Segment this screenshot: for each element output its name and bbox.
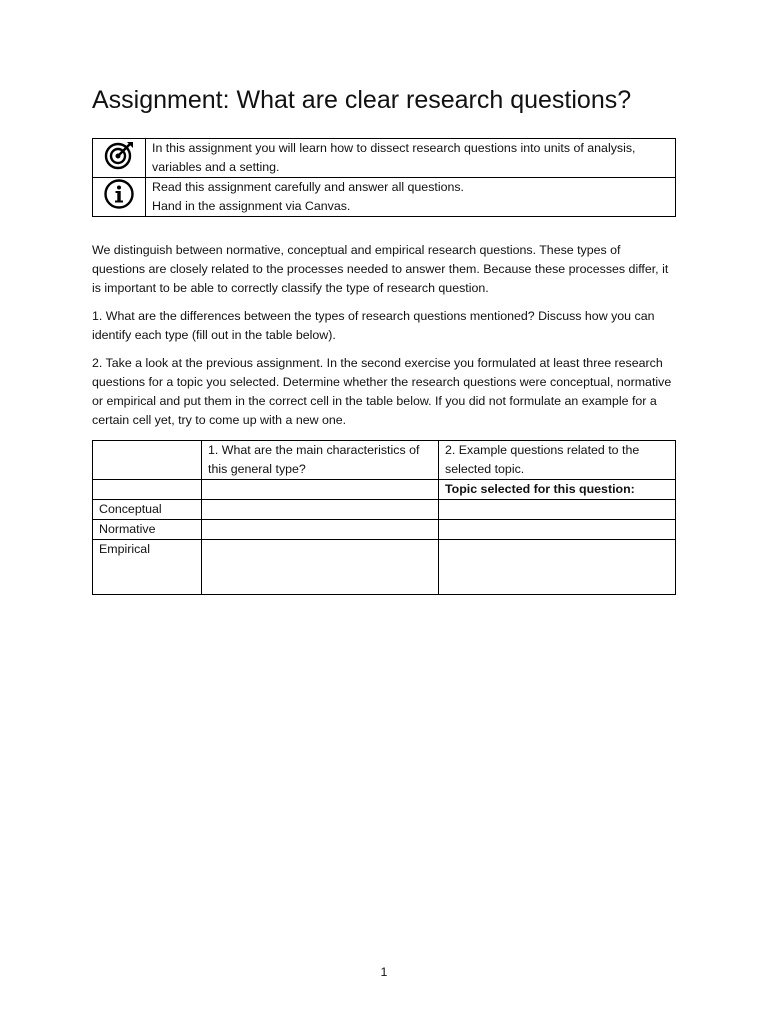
- table-row: [93, 500, 676, 520]
- page-number: 1: [380, 965, 388, 979]
- table-header-empty: [93, 441, 202, 480]
- info-row-instructions: [93, 178, 676, 217]
- table-topic-row: [93, 480, 676, 500]
- intro-paragraph: We distinguish between normative, conceptual and empirical research questions. These types of questions are closely related to the processes needed to answer them. Because these processes differ, it is important to be able to correctly classify the type of research question.: [92, 243, 669, 295]
- question-2: 2. Take a look at the previous assignment. In the second exercise you formulated at least three research questions for a topic you selected. Determine whether the research questions were conceptual, normative or empirical and put them in the correct cell in the table below. If you did not formulate an example for a certain cell yet, try to come up with a new one.: [92, 356, 672, 427]
- row-label-conceptual: Conceptual: [93, 500, 202, 520]
- table-header-row: [93, 441, 676, 480]
- instructions-line-1: Read this assignment carefully and answer all questions.: [152, 180, 464, 194]
- table-row: [93, 520, 676, 540]
- table-header-examples: 2. Example questions related to the selected topic.: [439, 441, 676, 480]
- instructions-text: [146, 178, 676, 217]
- table-cell[interactable]: [202, 480, 439, 500]
- answer-table: [92, 440, 676, 595]
- table-row: [93, 540, 676, 595]
- question-1: 1. What are the differences between the types of research questions mentioned? Discuss how you can identify each type (fill out in the table below).: [92, 309, 655, 342]
- table-cell[interactable]: [93, 480, 202, 500]
- answer-cell-empirical-examples[interactable]: [439, 540, 676, 595]
- instructions-line-2: Hand in the assignment via Canvas.: [152, 199, 351, 213]
- goal-text: In this assignment you will learn how to dissect research questions into units of analysis, variables and a setting.: [146, 139, 676, 178]
- answer-cell-empirical-characteristics[interactable]: [202, 540, 439, 595]
- row-label-empirical: Empirical: [93, 540, 202, 595]
- row-label-normative: Normative: [93, 520, 202, 540]
- info-icon: [103, 178, 135, 210]
- answer-cell-conceptual-characteristics[interactable]: [202, 500, 439, 520]
- page-title: Assignment: What are clear research questions?: [92, 86, 632, 114]
- info-icon-cell: [93, 178, 146, 217]
- table-header-characteristics: 1. What are the main characteristics of this general type?: [202, 441, 439, 480]
- target-icon: [103, 139, 135, 171]
- topic-label: Topic selected for this question:: [439, 480, 676, 500]
- answer-cell-normative-characteristics[interactable]: [202, 520, 439, 540]
- body-text: [92, 241, 676, 439]
- info-box: [92, 138, 676, 217]
- target-icon-cell: [93, 139, 146, 178]
- info-row-goal: [93, 139, 676, 178]
- answer-cell-normative-examples[interactable]: [439, 520, 676, 540]
- answer-cell-conceptual-examples[interactable]: [439, 500, 676, 520]
